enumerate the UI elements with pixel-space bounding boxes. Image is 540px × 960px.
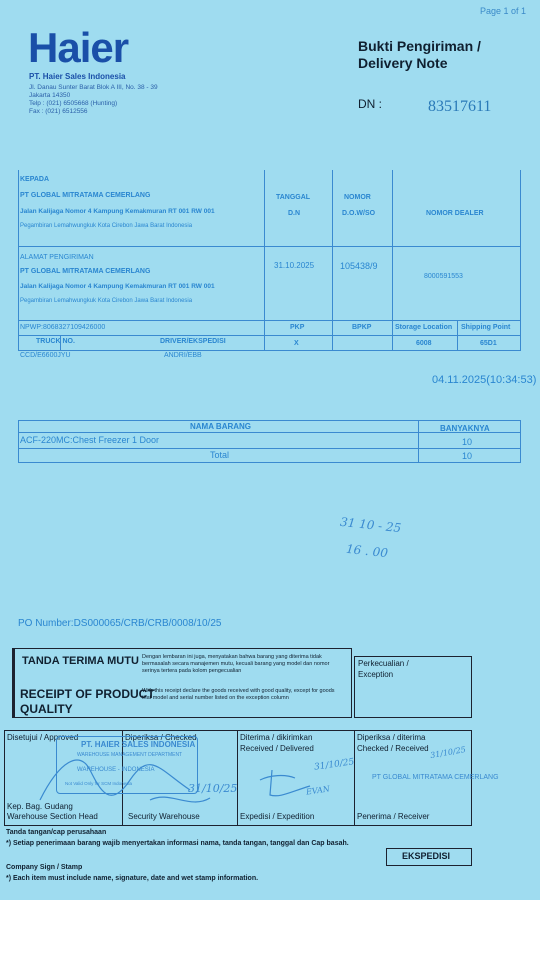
shipping-nomor: 105438/9 — [340, 261, 378, 271]
consignee-addr1: Jalan Kalijaga Nomor 4 Kampung Kemakmuran RT 001 RW 001 — [20, 208, 215, 215]
pkp-label: PKP — [290, 324, 305, 331]
table-divider-storage — [457, 320, 458, 350]
checked-label: Diperiksa / Checked — [125, 733, 197, 742]
consignee-addr2: Pegambiran Lemahwungkuk Kota Cirebon Jawa Barat Indonesia — [20, 223, 193, 229]
table-divider-2 — [332, 170, 333, 350]
stamp-haier-line2: WAREHOUSE MANAGEMENT DEPARTMENT — [77, 752, 183, 758]
doc-title-id: Bukti Pengiriman / — [358, 38, 481, 54]
items-right-border — [520, 420, 521, 462]
storage-value: 6008 — [416, 340, 432, 347]
quality-title-en-1: RECEIPT OF PRODUCT — [20, 687, 155, 701]
shipping-date: 31.10.2025 — [274, 261, 315, 270]
received-foot: Expedisi / Expedition — [240, 812, 315, 821]
handwritten-date: 31 10 - 25 — [339, 514, 402, 536]
stamp-haier-line3: WAREHOUSE - INDONESIA — [77, 767, 155, 773]
company-telp: Telp : (021) 6505668 (Hunting) — [29, 100, 118, 107]
driver-value: ANDRI/EBB — [164, 352, 202, 359]
truck-value: CCD/E6600JYU — [20, 352, 71, 359]
doc-title-en: Delivery Note — [358, 55, 448, 71]
signature-divider-3 — [354, 730, 355, 825]
received-handwritten-name: EVAN — [305, 784, 331, 797]
receiver-handwritten-date: 31/10/25 — [429, 744, 467, 761]
handwritten-time: 16 . 00 — [345, 541, 389, 561]
col-item-name: NAMA BARANG — [190, 422, 252, 431]
table-left-border — [18, 170, 19, 350]
company-city: Jakarta 14350 — [29, 92, 71, 99]
received-handwritten-date: 31/10/25 — [313, 757, 355, 773]
stamp-note: *) Setiap penerimaan barang wajib menyertakan informasi nama, tanda tangan, tanggal dan Cap basah. — [6, 840, 349, 847]
shipping-label: ALAMAT PENGIRIMAN — [20, 254, 94, 261]
receiver-company-stamp: PT GLOBAL MITRATAMA CEMERLANG — [372, 774, 499, 781]
stamp-haier-line4: Not Valid Only for SCM Indonesia — [65, 781, 132, 786]
consignee-label: KEPADA — [20, 176, 50, 183]
table-right-border — [520, 170, 521, 350]
received-label-2: Received / Delivered — [240, 744, 314, 753]
tanggal-label: TANGGAL — [276, 194, 311, 201]
item-qty: 10 — [462, 437, 473, 447]
shipping-addr2: Pegambiran Lemahwungkuk Kota Cirebon Jawa Barat Indonesia — [20, 298, 193, 304]
storage-label: Storage Location — [395, 324, 453, 331]
table-row-line-2 — [18, 320, 521, 321]
receiver-label-1: Diperiksa / diterima — [357, 733, 426, 742]
approved-label: Disetujui / Approved — [7, 733, 79, 742]
quality-text-en: With this receipt declare the goods received with good quality, except for goods that model and serial number listed on the exception column — [142, 688, 335, 701]
truck-label: TRUCK NO. — [36, 338, 75, 345]
company-fax: Fax : (021) 6512556 — [29, 108, 88, 115]
stamp-haier-line1: PT. HAIER SALES INDONESIA — [81, 740, 196, 749]
exception-label-en: Exception — [358, 670, 394, 679]
haier-logo: Haier — [28, 24, 129, 71]
dn-label: DN : — [358, 97, 382, 111]
approved-foot-1: Kep. Bag. Gudang — [7, 802, 73, 811]
table-divider-3 — [392, 170, 393, 350]
item-name: ACF-220MC:Chest Freezer 1 Door — [20, 435, 160, 445]
company-sign-label: Company Sign / Stamp — [6, 864, 83, 871]
items-left-border — [18, 420, 19, 462]
nomor-do-label: D.O.W/SO — [342, 210, 376, 217]
shipping-addr1: Jalan Kalijaga Nomor 4 Kampung Kemakmuran RT 001 RW 001 — [20, 283, 215, 290]
signature-divider-2 — [237, 730, 238, 825]
col-qty: BANYAKNYA — [440, 424, 490, 433]
ekspedisi-label: EKSPEDISI — [402, 851, 451, 861]
bpkp-label: BPKP — [352, 324, 372, 331]
company-name: PT. Haier Sales Indonesia — [29, 72, 126, 81]
table-divider-1 — [264, 170, 265, 350]
checked-foot: Security Warehouse — [128, 812, 200, 821]
quality-text-id: Dengan lembaran ini juga, menyatakan bahwa barang yang diterima tidak bermasalah secara manajemen mutu, kecuali barang yang model dan nomor serinya tertera pada kolom pengecualian — [142, 654, 330, 674]
tanggal-dn-label: D.N — [288, 210, 301, 217]
received-label-1: Diterima / dikirimkan — [240, 733, 313, 742]
items-top-border — [18, 420, 521, 421]
shipping-point-value: 65D1 — [480, 340, 497, 347]
items-divider — [418, 420, 419, 462]
dealer-label: NOMOR DEALER — [426, 210, 484, 217]
page-number: Page 1 of 1 — [479, 6, 526, 16]
table-row-line-1 — [18, 246, 521, 247]
approved-foot-2: Warehouse Section Head — [7, 812, 98, 821]
driver-label: DRIVER/EKSPEDISI — [160, 338, 226, 345]
po-number: PO Number:DS000065/CRB/CRB/0008/10/25 — [18, 618, 222, 629]
approved-signature — [10, 740, 230, 820]
table-bottom-border — [18, 350, 521, 351]
checked-handwritten-date: 31/10/25 — [188, 782, 238, 795]
shipping-dealer: 8000591553 — [424, 273, 463, 280]
receiver-label-2: Checked / Received — [357, 744, 429, 753]
shipping-name: PT GLOBAL MITRATAMA CEMERLANG — [20, 268, 151, 275]
stamp-label: Tanda tangan/cap perusahaan — [6, 829, 107, 836]
quality-title-en-2: QUALITY — [20, 702, 73, 716]
shipping-point-label: Shipping Point — [461, 324, 511, 331]
print-timestamp: 04.11.2025(10:34:53) — [432, 374, 537, 386]
consignee-name: PT GLOBAL MITRATAMA CEMERLANG — [20, 192, 151, 199]
quality-title-id: TANDA TERIMA MUTU — [22, 655, 139, 667]
npwp-value: NPWP:8068327109426000 — [20, 324, 106, 331]
total-value: 10 — [462, 451, 473, 461]
pkp-value: X — [294, 340, 299, 347]
items-row-line — [18, 448, 521, 449]
receiver-foot: Penerima / Receiver — [357, 812, 430, 821]
company-address: Jl. Danau Sunter Barat Blok A III, No. 38 - 39 — [29, 84, 158, 91]
exception-label-id: Perkecualian / — [358, 659, 409, 668]
total-label: Total — [210, 450, 230, 460]
items-bottom-border — [18, 462, 521, 463]
nomor-label: NOMOR — [344, 194, 371, 201]
dn-value: 83517611 — [428, 98, 492, 115]
company-sign-note: *) Each item must include name, signature, date and wet stamp information. — [6, 875, 259, 882]
table-row-line-3 — [18, 335, 521, 336]
